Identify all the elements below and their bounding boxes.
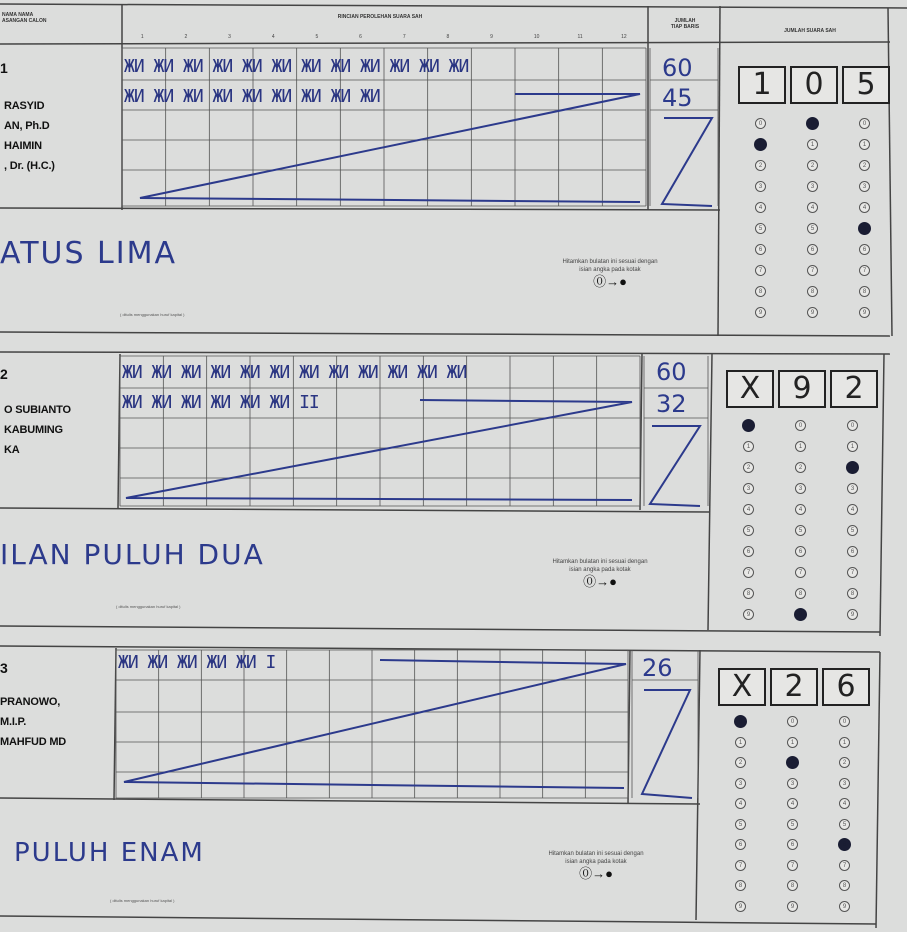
instruction-line: isian angka pada kotak (579, 267, 641, 273)
digit-bubble[interactable]: 9 (794, 608, 807, 621)
candidate-2-instruction (500, 558, 700, 590)
candidate-1-rowsum-1: 60 (662, 54, 693, 82)
column-number: 4 (271, 34, 275, 40)
candidate-3-total-digit-box[interactable] (770, 668, 818, 706)
digit-bubble[interactable]: 6 (847, 546, 858, 557)
candidate-1-name-line: RASYID (4, 100, 45, 112)
candidate-3-name-line: PRANOWO, (0, 696, 61, 708)
candidate-3-name-line: M.I.P. (0, 716, 27, 728)
digit-bubble[interactable]: 2 (795, 462, 806, 473)
candidate-2-total-digit: 9 (792, 371, 812, 406)
candidate-3-instruction (496, 850, 696, 882)
instruction-line: Hitamkan bulatan ini sesuai dengan (552, 559, 648, 565)
digit-bubble[interactable]: 6 (787, 839, 798, 850)
header-name-line2: ASANGAN CALON (2, 18, 47, 24)
digit-bubble[interactable]: 6 (735, 839, 746, 850)
digit-bubble[interactable]: 6 (743, 546, 754, 557)
digit-bubble[interactable]: 4 (787, 798, 798, 809)
digit-bubble[interactable]: 1 (839, 737, 850, 748)
digit-bubble[interactable]: 9 (755, 307, 766, 318)
digit-bubble[interactable]: 2 (743, 462, 754, 473)
digit-bubble[interactable]: 8 (755, 286, 766, 297)
digit-bubble[interactable]: 1 (743, 441, 754, 452)
column-number: 3 (228, 34, 231, 40)
instruction-line: Hitamkan bulatan ini sesuai dengan (562, 259, 658, 265)
digit-bubble[interactable]: 0 (734, 715, 747, 728)
digit-bubble[interactable]: 7 (787, 860, 798, 871)
candidate-2-name-line: KABUMING (4, 424, 63, 436)
digit-bubble[interactable]: 2 (807, 160, 818, 171)
digit-bubble[interactable]: 4 (735, 798, 746, 809)
digit-bubble[interactable]: 2 (786, 756, 799, 769)
candidate-1-name-line: AN, Ph.D (4, 120, 50, 132)
digit-bubble[interactable]: 3 (847, 483, 858, 494)
digit-bubble[interactable]: 1 (795, 441, 806, 452)
candidate-2-total-digit-box[interactable] (726, 370, 774, 408)
digit-bubble[interactable]: 8 (807, 286, 818, 297)
digit-bubble[interactable]: 8 (787, 880, 798, 891)
candidate-3-names (0, 692, 66, 752)
digit-bubble[interactable]: 8 (795, 588, 806, 599)
header-name-col (2, 12, 82, 24)
digit-bubble[interactable]: 3 (795, 483, 806, 494)
digit-bubble[interactable]: 1 (807, 139, 818, 150)
digit-bubble[interactable]: 0 (787, 716, 798, 727)
instruction-example: ⓪→● (583, 574, 617, 589)
candidate-1-words: ATUS LIMA (0, 236, 178, 271)
digit-bubble[interactable]: 7 (735, 860, 746, 871)
column-number: 12 (621, 34, 627, 40)
digit-bubble[interactable]: 0 (839, 716, 850, 727)
header-name-line1: NAMA NAMA (2, 12, 34, 18)
candidate-1-instruction (510, 258, 710, 290)
header-tally-col: RINCIAN PEROLEHAN SUARA SAH (337, 14, 423, 20)
candidate-1-total-digit: 0 (804, 67, 824, 102)
digit-bubble[interactable]: 3 (735, 778, 746, 789)
digit-bubble[interactable]: 5 (847, 525, 858, 536)
digit-bubble[interactable]: 9 (807, 307, 818, 318)
candidate-2-total-digit-box[interactable] (778, 370, 826, 408)
digit-bubble[interactable]: 6 (807, 244, 818, 255)
digit-bubble[interactable]: 0 (755, 118, 766, 129)
candidate-1-total-digit-box[interactable] (790, 66, 838, 104)
digit-bubble[interactable]: 5 (807, 223, 818, 234)
digit-bubble[interactable]: 2 (755, 160, 766, 171)
candidate-3-total-digit: 2 (784, 669, 804, 704)
digit-bubble[interactable]: 2 (846, 461, 859, 474)
candidate-1-rowsum-2: 45 (662, 84, 693, 112)
digit-bubble[interactable]: 6 (755, 244, 766, 255)
digit-bubble[interactable]: 4 (859, 202, 870, 213)
column-number: 5 (315, 34, 319, 40)
column-number: 1 (140, 34, 144, 40)
digit-bubble[interactable]: 7 (859, 265, 870, 276)
column-number: 11 (577, 34, 583, 40)
candidate-2-word-note: ( ditulis menggunakan huruf kapital ) (116, 604, 181, 609)
header-rowsum-line2: TIAP BARIS (670, 24, 700, 30)
digit-bubble[interactable]: 3 (839, 778, 850, 789)
digit-bubble[interactable]: 5 (795, 525, 806, 536)
digit-bubble[interactable]: 5 (858, 222, 871, 235)
digit-bubble[interactable]: 8 (743, 588, 754, 599)
candidate-1-word-note: ( ditulis menggunakan huruf kapital ) (120, 312, 185, 317)
digit-bubble[interactable]: 2 (735, 757, 746, 768)
instruction-example: ⓪→● (593, 274, 627, 289)
digit-bubble[interactable]: 3 (787, 778, 798, 789)
digit-bubble[interactable]: 4 (807, 202, 818, 213)
instruction-example: ⓪→● (579, 866, 613, 881)
digit-bubble[interactable]: 4 (755, 202, 766, 213)
digit-bubble[interactable]: 6 (838, 838, 851, 851)
candidate-1-total-digit: 1 (752, 67, 772, 102)
candidate-3-name-line: MAHFUD MD (0, 736, 67, 748)
digit-bubble[interactable]: 8 (839, 880, 850, 891)
column-number: 7 (402, 34, 406, 40)
column-number: 8 (446, 34, 450, 40)
digit-bubble[interactable]: 4 (743, 504, 754, 515)
candidate-2-number: 2 (0, 366, 8, 382)
digit-bubble[interactable]: 3 (755, 181, 766, 192)
candidate-1-tally-row-1: ЖИ ЖИ ЖИ ЖИ ЖИ ЖИ ЖИ ЖИ ЖИ ЖИ ЖИ ЖИ (124, 56, 469, 77)
digit-bubble[interactable]: 8 (735, 880, 746, 891)
column-number: 2 (184, 34, 188, 40)
digit-bubble[interactable]: 5 (839, 819, 850, 830)
digit-bubble[interactable]: 9 (743, 609, 754, 620)
digit-bubble[interactable]: 2 (839, 757, 850, 768)
digit-bubble[interactable]: 6 (859, 244, 870, 255)
digit-bubble[interactable]: 1 (735, 737, 746, 748)
digit-bubble[interactable]: 0 (806, 117, 819, 130)
column-number: 9 (490, 34, 493, 40)
digit-bubble[interactable]: 8 (859, 286, 870, 297)
header-rowsum-line1: JUMLAH (674, 18, 696, 24)
candidate-2-name-line: KA (4, 444, 20, 456)
digit-bubble[interactable]: 3 (743, 483, 754, 494)
digit-bubble[interactable]: 7 (743, 567, 754, 578)
digit-bubble[interactable]: 7 (795, 567, 806, 578)
digit-bubble[interactable]: 5 (787, 819, 798, 830)
digit-bubble[interactable]: 7 (755, 265, 766, 276)
candidate-2-rowsum-1: 60 (656, 358, 687, 386)
digit-bubble[interactable]: 5 (743, 525, 754, 536)
candidate-2-tally-row-2: ЖИ ЖИ ЖИ ЖИ ЖИ ЖИ II (122, 392, 319, 413)
candidate-3-word-note: ( ditulis menggunakan huruf kapital ) (110, 898, 175, 903)
candidate-2-words: ILAN PULUH DUA (0, 538, 265, 571)
digit-bubble[interactable]: 0 (847, 420, 858, 431)
candidate-3-total-digit-box[interactable] (822, 668, 870, 706)
candidate-1-name-line: , Dr. (H.C.) (4, 160, 55, 172)
digit-bubble[interactable]: 9 (859, 307, 870, 318)
digit-bubble[interactable]: 3 (859, 181, 870, 192)
candidate-3-words: PULUH ENAM (14, 838, 205, 868)
candidate-2-names (4, 400, 71, 460)
candidate-3-total-digit: 6 (836, 669, 856, 704)
column-number: 6 (359, 34, 362, 40)
candidate-1-total-digit-box[interactable] (842, 66, 890, 104)
instruction-line: Hitamkan bulatan ini sesuai dengan (548, 851, 644, 857)
digit-bubble[interactable]: 5 (735, 819, 746, 830)
candidate-1-names (4, 96, 55, 176)
candidate-3-total-digit: X (731, 669, 753, 704)
digit-bubble[interactable]: 5 (755, 223, 766, 234)
digit-bubble[interactable]: 4 (847, 504, 858, 515)
digit-bubble[interactable]: 0 (859, 118, 870, 129)
digit-bubble[interactable]: 4 (839, 798, 850, 809)
candidate-2-total-digit: X (739, 371, 761, 406)
digit-bubble[interactable]: 1 (847, 441, 858, 452)
digit-bubble[interactable]: 9 (839, 901, 850, 912)
candidate-3-total-digit-box[interactable] (718, 668, 766, 706)
candidate-2-tally-row-1: ЖИ ЖИ ЖИ ЖИ ЖИ ЖИ ЖИ ЖИ ЖИ ЖИ ЖИ ЖИ (122, 362, 467, 383)
column-number: 10 (533, 34, 540, 40)
digit-bubble[interactable]: 4 (795, 504, 806, 515)
digit-bubble[interactable]: 1 (859, 139, 870, 150)
digit-bubble[interactable]: 1 (754, 138, 767, 151)
candidate-3-tally-row-1: ЖИ ЖИ ЖИ ЖИ ЖИ I (118, 652, 276, 673)
candidate-3-rowsum-1: 26 (642, 654, 673, 682)
digit-bubble[interactable]: 0 (795, 420, 806, 431)
digit-bubble[interactable]: 9 (847, 609, 858, 620)
digit-bubble[interactable]: 2 (859, 160, 870, 171)
header-rowsum-col (650, 18, 720, 30)
candidate-3-number: 3 (0, 660, 8, 676)
header-total-col: JUMLAH SUARA SAH (784, 28, 836, 34)
candidate-2-total-digit-box[interactable] (830, 370, 878, 408)
instruction-line: isian angka pada kotak (565, 859, 627, 865)
digit-bubble[interactable]: 1 (787, 737, 798, 748)
candidate-1-number: 1 (0, 60, 8, 76)
candidate-2-name-line: O SUBIANTO (4, 404, 71, 416)
digit-bubble[interactable]: 3 (807, 181, 818, 192)
digit-bubble[interactable]: 7 (847, 567, 858, 578)
instruction-line: isian angka pada kotak (569, 567, 631, 573)
candidate-2-total-digit: 2 (844, 371, 864, 406)
candidate-1-name-line: HAIMIN (4, 140, 42, 152)
candidate-1-total-digit: 5 (856, 67, 876, 102)
candidate-1-total-digit-box[interactable] (738, 66, 786, 104)
digit-bubble[interactable]: 7 (839, 860, 850, 871)
digit-bubble[interactable]: 9 (787, 901, 798, 912)
digit-bubble[interactable]: 0 (742, 419, 755, 432)
digit-bubble[interactable]: 7 (807, 265, 818, 276)
digit-bubble[interactable]: 8 (847, 588, 858, 599)
candidate-2-rowsum-2: 32 (656, 390, 687, 418)
closing-strokes (124, 94, 712, 798)
digit-bubble[interactable]: 6 (795, 546, 806, 557)
candidate-1-tally-row-2: ЖИ ЖИ ЖИ ЖИ ЖИ ЖИ ЖИ ЖИ ЖИ (124, 86, 380, 107)
digit-bubble[interactable]: 9 (735, 901, 746, 912)
